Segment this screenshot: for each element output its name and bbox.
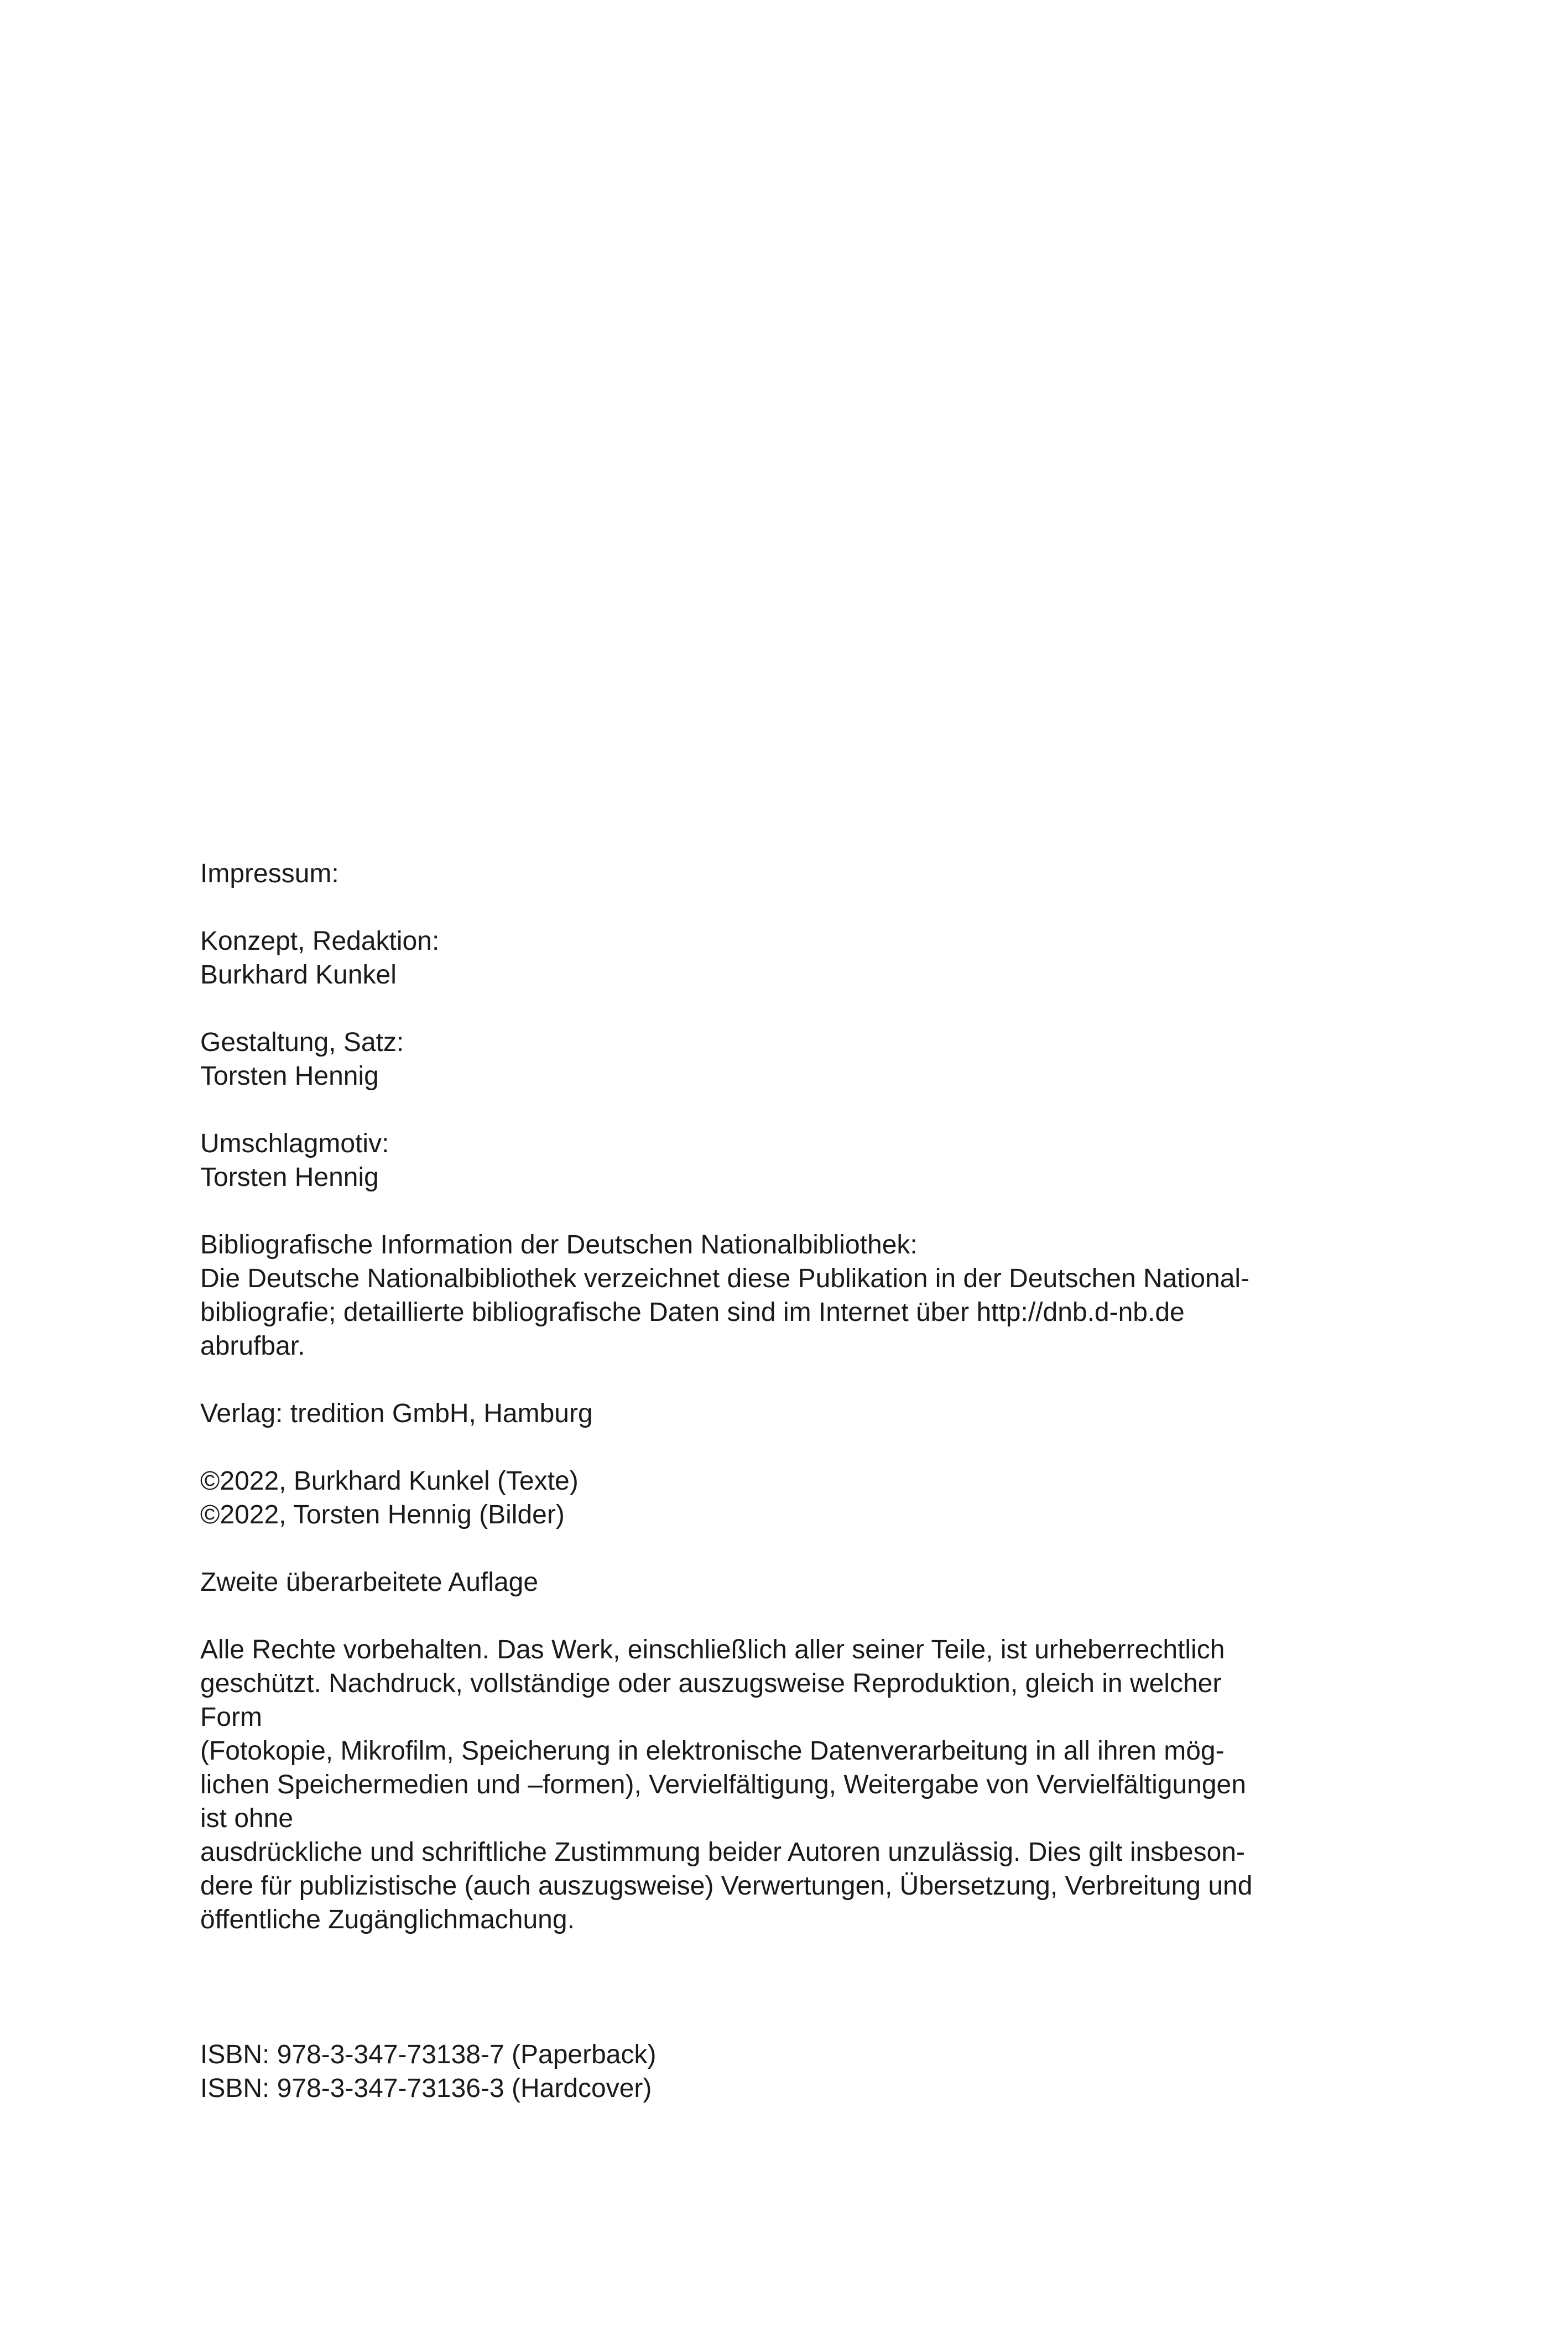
bibliographic-line: abrufbar. [200, 1331, 305, 1361]
rights-line: öffentliche Zugänglichmachung. [200, 1905, 575, 1934]
copyright-line: ©2022, Burkhard Kunkel (Texte) [200, 1466, 579, 1496]
publisher-line: Verlag: tredition GmbH, Hamburg [200, 1399, 593, 1428]
cover-label: Umschlagmotiv: [200, 1129, 389, 1158]
bibliographic-line: Die Deutsche Nationalbibliothek verzeichnet diese Publikation in der Deutschen National- [200, 1264, 1250, 1293]
rights-line: ausdrückliche und schriftliche Zustimmung beider Autoren unzulässig. Dies gilt insbeson- [200, 1838, 1245, 1867]
isbn-hardcover: ISBN: 978-3-347-73136-3 (Hardcover) [200, 2074, 652, 2103]
cover-name: Torsten Hennig [200, 1163, 379, 1192]
rights-line: geschützt. Nachdruck, vollständige oder auszugsweise Reproduktion, gleich in welcher [200, 1669, 1222, 1698]
design-name: Torsten Hennig [200, 1061, 379, 1091]
concept-name: Burkhard Kunkel [200, 960, 397, 990]
rights-line: Form [200, 1703, 262, 1732]
copyright-line: ©2022, Torsten Hennig (Bilder) [200, 1500, 565, 1529]
bibliographic-line: bibliografie; detaillierte bibliografische Daten sind im Internet über http://dnb.d-nb.de [200, 1298, 1185, 1327]
bibliographic-line: Bibliografische Information der Deutschen Nationalbibliothek: [200, 1230, 918, 1260]
rights-line: Alle Rechte vorbehalten. Das Werk, einschließlich aller seiner Teile, ist urheberrechtlich [200, 1635, 1225, 1664]
imprint-heading: Impressum: [200, 859, 339, 888]
concept-label: Konzept, Redaktion: [200, 927, 440, 956]
design-label: Gestaltung, Satz: [200, 1028, 404, 1057]
isbn-paperback: ISBN: 978-3-347-73138-7 (Paperback) [200, 2040, 657, 2069]
rights-line: dere für publizistische (auch auszugsweise) Verwertungen, Übersetzung, Verbreitung und [200, 1871, 1253, 1901]
edition-line: Zweite überarbeitete Auflage [200, 1568, 539, 1597]
rights-line: lichen Speichermedien und –formen), Vervielfältigung, Weitergabe von Vervielfältigungen [200, 1770, 1246, 1799]
rights-line: ist ohne [200, 1804, 294, 1833]
imprint-block [200, 857, 1306, 2105]
rights-line: (Fotokopie, Mikrofilm, Speicherung in elektronische Datenverarbeitung in all ihren mög- [200, 1736, 1225, 1766]
